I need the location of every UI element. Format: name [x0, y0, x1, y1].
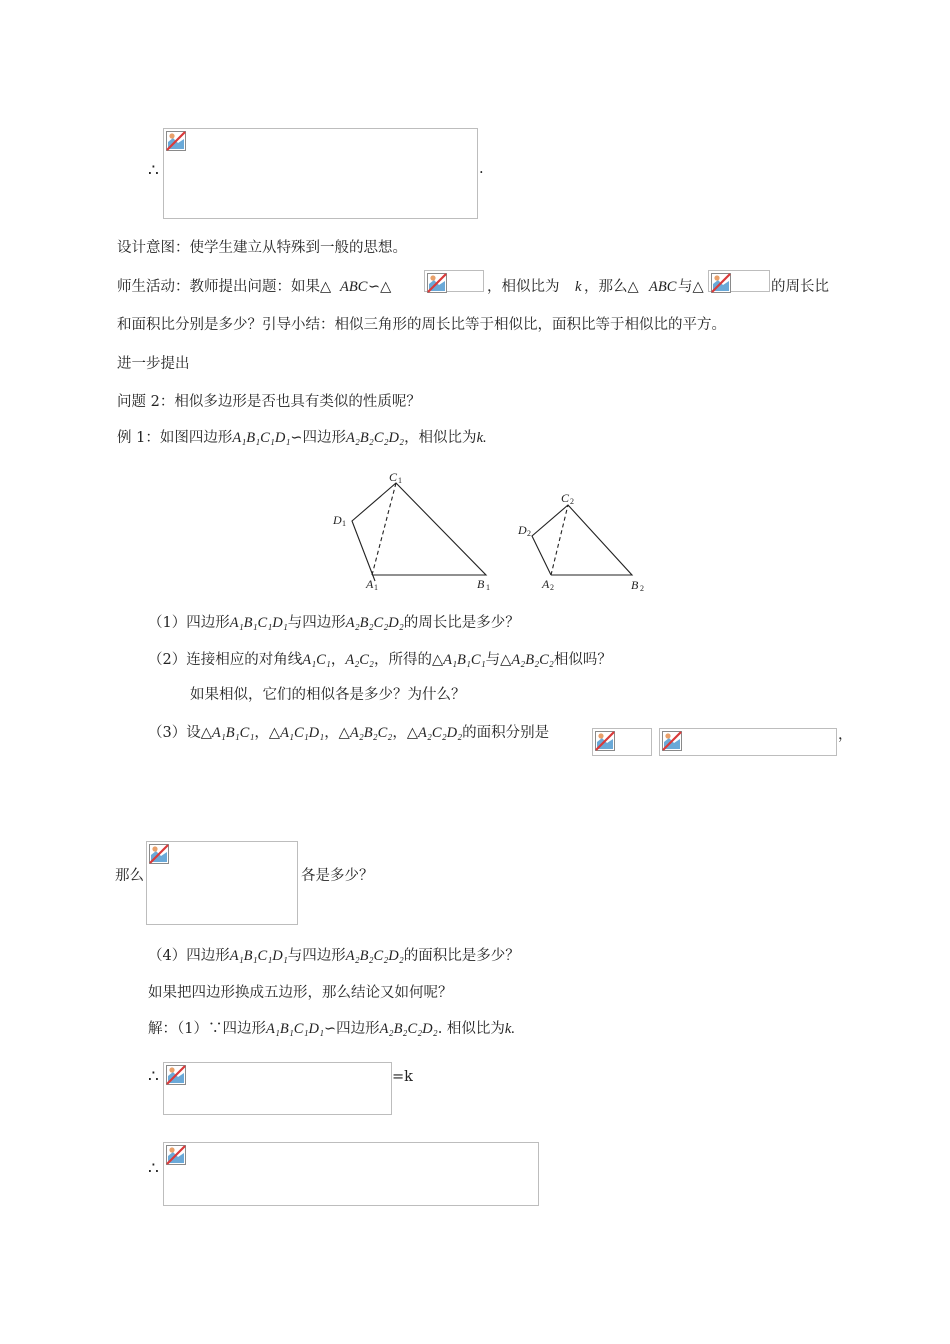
similar-triangle-text: ∽△	[368, 279, 392, 295]
question-3: （3）设△A₁B₁C₁，△A₁C₁D₁，△A₂B₂C₂，△A₂C₂D₂的面积分别是	[148, 725, 550, 741]
broken-image-placeholder	[163, 128, 478, 219]
quad-left-edges	[352, 483, 486, 581]
activity-text-5: 的周长比	[771, 279, 829, 295]
label-c1: C	[389, 470, 398, 484]
diagonal-a1c1	[372, 483, 396, 575]
k-label: k	[575, 279, 582, 295]
broken-image-placeholder	[592, 728, 652, 756]
label-b2: B	[631, 578, 639, 592]
svg-text:1: 1	[342, 519, 346, 528]
label-d1: D	[333, 513, 342, 527]
therefore-symbol: ∴	[148, 161, 159, 181]
svg-text:2: 2	[527, 529, 531, 538]
activity-text-line2: 和面积比分别是多少？引导小结：相似三角形的周长比等于相似比，面积比等于相似比的平方。	[117, 317, 726, 333]
activity-text-4: 与△	[678, 279, 704, 295]
label-a1: A	[366, 577, 374, 591]
svg-text:2: 2	[570, 497, 574, 506]
comma: ，	[838, 727, 853, 743]
design-intent: 设计意图：使学生建立从特殊到一般的思想。	[117, 240, 407, 256]
question-2-followup: 如果相似，它们的相似各是多少？为什么？	[190, 687, 466, 703]
quad-right-edges	[532, 505, 632, 575]
label-c2: C	[561, 491, 570, 505]
broken-image-icon	[711, 273, 731, 293]
svg-text:1: 1	[398, 476, 402, 485]
solution-line: 解：（1）∵四边形A₁B₁C₁D₁∽四边形A₂B₂C₂D₂. 相似比为k.	[148, 1021, 515, 1037]
broken-image-placeholder	[708, 270, 770, 292]
therefore-symbol: ∴	[148, 1159, 159, 1179]
question-4: （4）四边形A₁B₁C₁D₁与四边形A₂B₂C₂D₂的面积比是多少？	[148, 948, 520, 964]
abc-label: ABC	[649, 279, 677, 295]
therefore-symbol: ∴	[148, 1067, 159, 1087]
diagonal-a2c2	[551, 505, 568, 575]
broken-image-icon	[166, 1145, 186, 1165]
question-2-part: （2）连接相应的对角线A₁C₁，A₂C₂，所得的△A₁B₁C₁与△A₂B₂C₂相似吗？	[148, 652, 612, 668]
label-d2: D	[518, 523, 527, 537]
quadrilateral-figure	[330, 466, 660, 596]
equals-k: =k	[392, 1069, 413, 1085]
broken-image-icon	[427, 273, 447, 293]
broken-image-placeholder	[146, 841, 298, 925]
broken-image-icon	[166, 1065, 186, 1085]
svg-text:1: 1	[374, 583, 378, 592]
question-2: 问题 2：相似多边形是否也具有类似的性质呢？	[117, 394, 421, 410]
period: .	[479, 161, 484, 177]
label-b1: B	[477, 577, 485, 591]
broken-image-icon	[166, 131, 186, 151]
abc-label: ABC	[340, 279, 368, 295]
each-text: 各是多少？	[301, 868, 374, 884]
activity-text-2: ，相似比为	[487, 279, 560, 295]
question-1: （1）四边形A₁B₁C₁D₁与四边形A₂B₂C₂D₂的周长比是多少？	[148, 615, 520, 631]
broken-image-icon	[149, 844, 169, 864]
activity-text-1: 师生活动：教师提出问题：如果△	[117, 279, 332, 295]
example-1-text: 例 1：如图四边形A₁B₁C₁D₁∽四边形A₂B₂C₂D₂，相似比为k.	[117, 430, 487, 446]
broken-image-placeholder	[163, 1142, 539, 1206]
svg-text:2: 2	[640, 584, 644, 593]
then-text: 那么	[115, 868, 144, 884]
broken-image-placeholder	[163, 1062, 392, 1115]
label-a2: A	[542, 577, 550, 591]
svg-text:2: 2	[550, 583, 554, 592]
further-question: 进一步提出	[117, 356, 190, 372]
pentagon-question: 如果把四边形换成五边形，那么结论又如何呢？	[148, 985, 453, 1001]
broken-image-icon	[662, 731, 682, 751]
broken-image-icon	[595, 731, 615, 751]
activity-text-3: ，那么△	[584, 279, 639, 295]
svg-text:1: 1	[486, 583, 490, 592]
broken-image-placeholder	[659, 728, 837, 756]
broken-image-placeholder	[424, 270, 484, 292]
